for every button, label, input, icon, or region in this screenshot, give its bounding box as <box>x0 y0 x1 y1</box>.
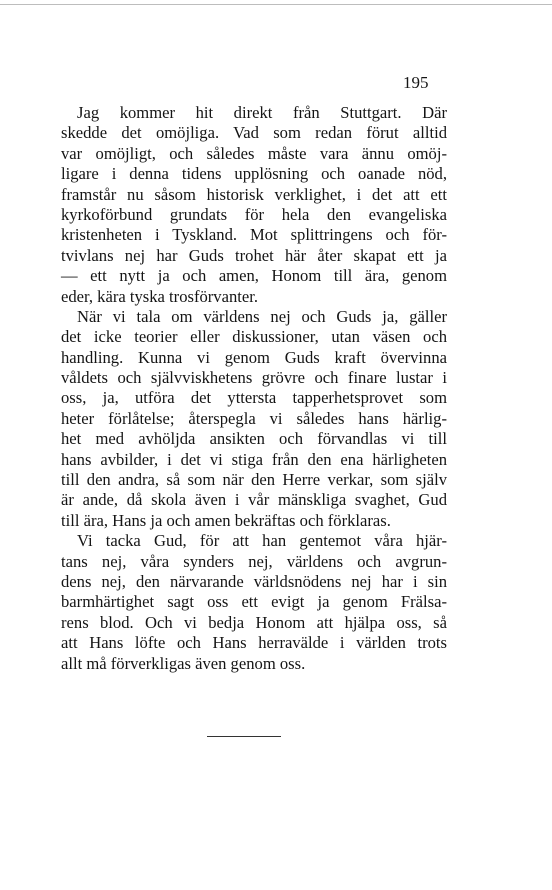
text-line: ligare i denna tidens upplösning och oanade nöd, <box>61 164 447 184</box>
text-line: kristenheten i Tyskland. Mot splittringens och för- <box>61 225 447 245</box>
text-line: allt må förverkligas även genom oss. <box>61 653 306 673</box>
text-line: att Hans löfte och Hans herravälde i världen trots <box>61 633 447 653</box>
text-line: het med avhöljda ansikten och förvandlas vi till <box>61 429 447 449</box>
text-line: tans nej, våra synders nej, världens och avgrun- <box>61 551 447 571</box>
text-line: oss, ja, utföra det yttersta tapperhetsprovet som <box>61 388 447 408</box>
text-line: skedde det omöjliga. Vad som redan förut alltid <box>61 123 447 143</box>
paragraph-2 <box>61 307 447 531</box>
text-line: handling. Kunna vi genom Guds kraft övervinna <box>61 347 447 367</box>
page-number: 195 <box>403 73 429 92</box>
text-line: När vi tala om världens nej och Guds ja, gäller <box>77 306 447 326</box>
text-line: dens nej, den närvarande världsnödens nej har i sin <box>61 571 447 591</box>
text-line: våldets och självviskhetens grövre och finare lustar i <box>61 368 447 388</box>
body-text <box>61 103 447 674</box>
paragraph-1 <box>61 103 447 307</box>
text-line: Vi tacka Gud, för att han gentemot våra hjär- <box>77 531 447 551</box>
text-line: eder, kära tyska trosförvanter. <box>61 286 258 306</box>
text-line: det icke teorier eller diskussioner, utan väsen och <box>61 327 447 347</box>
text-line: barmhärtighet sagt oss ett evigt ja genom Frälsa- <box>61 592 447 612</box>
text-line: var omöjligt, och således måste vara ännu omöj- <box>61 143 447 163</box>
text-line: rens blod. Och vi bedja Honom att hjälpa oss, så <box>61 612 447 632</box>
text-line: framstår nu såsom historisk verklighet, i det att ett <box>61 184 447 204</box>
text-line: hans avbilder, i det vi stiga från den ena härligheten <box>61 449 447 469</box>
text-line: kyrkoförbund grundats för hela den evangeliska <box>61 204 447 224</box>
text-line: till ära, Hans ja och amen bekräftas och förklaras. <box>61 510 391 530</box>
paragraph-3 <box>61 531 447 674</box>
text-line: — ett nytt ja och amen, Honom till ära, genom <box>61 266 447 286</box>
top-edge-rule <box>0 4 552 5</box>
text-line: heter förlåtelse; återspegla vi således hans härlig- <box>61 408 447 428</box>
text-line: Jag kommer hit direkt från Stuttgart. Där <box>77 103 447 122</box>
section-end-rule <box>207 736 281 737</box>
text-line: till den andra, så som när den Herre verkar, som själv <box>61 470 447 490</box>
text-line: tvivlans nej har Guds trohet här åter skapat ett ja <box>61 245 447 265</box>
text-line: är ande, då skola även i vår mänskliga svaghet, Gud <box>61 490 447 510</box>
